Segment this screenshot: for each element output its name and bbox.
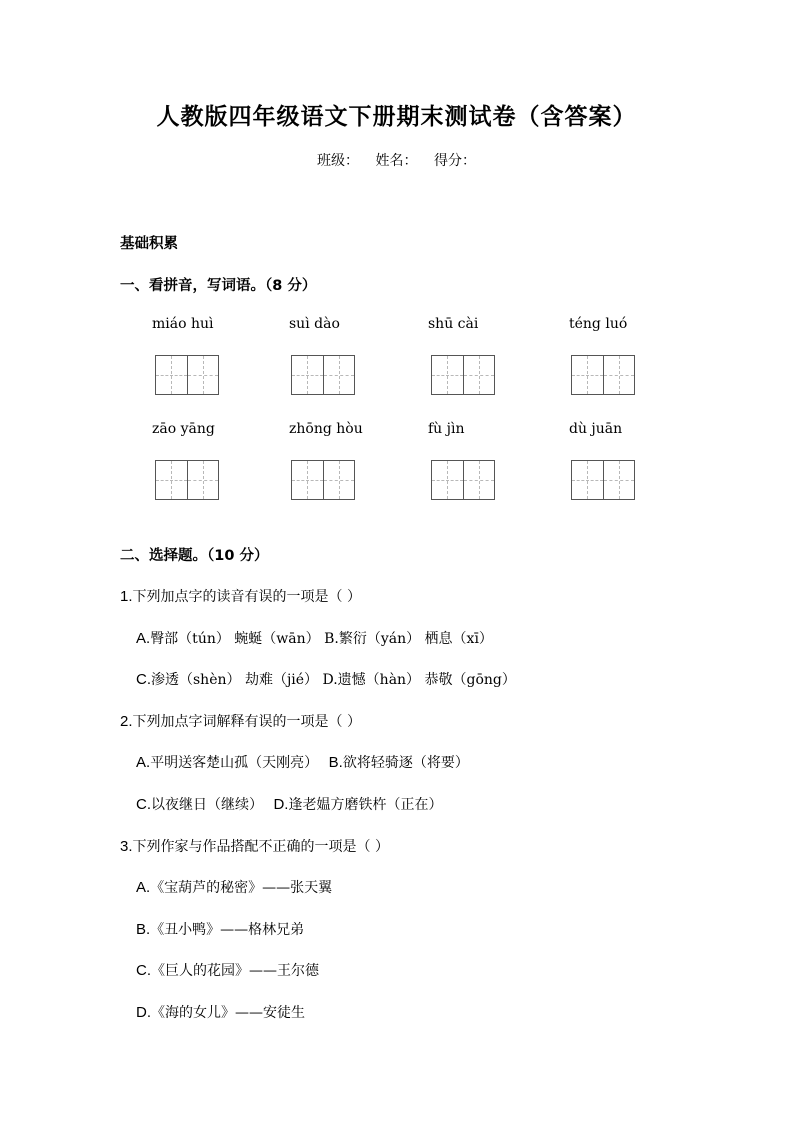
option-text: 逢老媪方磨铁杵（正在） bbox=[288, 797, 443, 813]
question-text: 下列加点字词解释有误的一项是（ ） bbox=[132, 714, 361, 730]
option-text: 平明送客楚山孤（天刚亮） bbox=[150, 755, 319, 771]
q3-option-b bbox=[136, 919, 304, 939]
pinyin-label: fù jìn bbox=[428, 421, 465, 437]
student-info-line bbox=[0, 150, 793, 170]
pinyin-label: zāo yāng bbox=[152, 421, 215, 437]
q2-options-ab bbox=[136, 752, 469, 772]
q3-option-c bbox=[136, 960, 319, 980]
option-letter: C. bbox=[136, 671, 151, 688]
option-text: 渗透（shèn） 劫难（jié） D.遗憾（hàn） 恭敬（gōng） bbox=[151, 672, 516, 688]
pinyin-label: zhōng hòu bbox=[289, 421, 363, 437]
name-label: 姓名： bbox=[375, 153, 418, 169]
question-text: 下列作家与作品搭配不正确的一项是（ ） bbox=[132, 839, 389, 855]
option-text: 以夜继日（继续） bbox=[151, 797, 263, 813]
part2-heading: 二、选择题。（10 分） bbox=[120, 548, 269, 564]
tianzige-writing-box[interactable] bbox=[431, 355, 495, 395]
page-title: 人教版四年级语文下册期末测试卷（含答案） bbox=[156, 104, 637, 130]
tianzige-writing-box[interactable] bbox=[571, 460, 635, 500]
section-label: 基础积累 bbox=[120, 236, 178, 252]
pinyin-label: shū cài bbox=[428, 316, 479, 332]
option-letter: B. bbox=[136, 921, 151, 938]
option-text: 《海的女儿》——安徒生 bbox=[151, 1005, 305, 1021]
question-number: 1. bbox=[120, 588, 133, 605]
tianzige-writing-box[interactable] bbox=[155, 460, 219, 500]
tianzige-writing-box[interactable] bbox=[291, 355, 355, 395]
pinyin-label: dù juān bbox=[569, 421, 623, 437]
option-text: 欲将轻骑逐（将要） bbox=[342, 755, 469, 771]
question-2 bbox=[120, 711, 361, 731]
option-text: 《丑小鸭》——格林兄弟 bbox=[150, 922, 305, 938]
option-letter: C. bbox=[136, 962, 151, 979]
q2-options-cd bbox=[136, 794, 442, 814]
q3-option-a bbox=[136, 877, 332, 897]
q1-options-ab bbox=[136, 628, 493, 648]
question-text: 下列加点字的读音有误的一项是（ ） bbox=[132, 589, 361, 605]
option-letter: A. bbox=[136, 879, 151, 896]
question-number: 2. bbox=[120, 713, 133, 730]
tianzige-writing-box[interactable] bbox=[571, 355, 635, 395]
tianzige-writing-box[interactable] bbox=[291, 460, 355, 500]
option-text: 臀部（tún） 蜿蜒（wān） B.繁衍（yán） 栖息（xī） bbox=[150, 631, 493, 647]
option-letter: A. bbox=[136, 630, 151, 647]
pinyin-label: miáo huì bbox=[152, 316, 214, 332]
q3-option-d bbox=[136, 1002, 305, 1022]
q1-options-cd bbox=[136, 669, 516, 689]
question-number: 3. bbox=[120, 838, 133, 855]
option-letter: C. bbox=[136, 796, 151, 813]
tianzige-writing-box[interactable] bbox=[431, 460, 495, 500]
tianzige-writing-box[interactable] bbox=[155, 355, 219, 395]
option-text: 《宝葫芦的秘密》——张天翼 bbox=[150, 880, 333, 896]
question-1 bbox=[120, 586, 361, 606]
score-label: 得分： bbox=[433, 153, 476, 169]
part1-heading: 一、看拼音，写词语。（8 分） bbox=[120, 278, 317, 294]
option-letter: D. bbox=[273, 796, 289, 813]
option-letter: D. bbox=[136, 1004, 151, 1021]
class-label: 班级： bbox=[317, 153, 360, 169]
pinyin-label: suì dào bbox=[289, 316, 340, 332]
option-letter: A. bbox=[136, 754, 151, 771]
option-letter: B. bbox=[328, 754, 343, 771]
question-3 bbox=[120, 836, 389, 856]
option-text: 《巨人的花园》——王尔德 bbox=[151, 963, 319, 979]
pinyin-label: téng luó bbox=[569, 316, 628, 332]
